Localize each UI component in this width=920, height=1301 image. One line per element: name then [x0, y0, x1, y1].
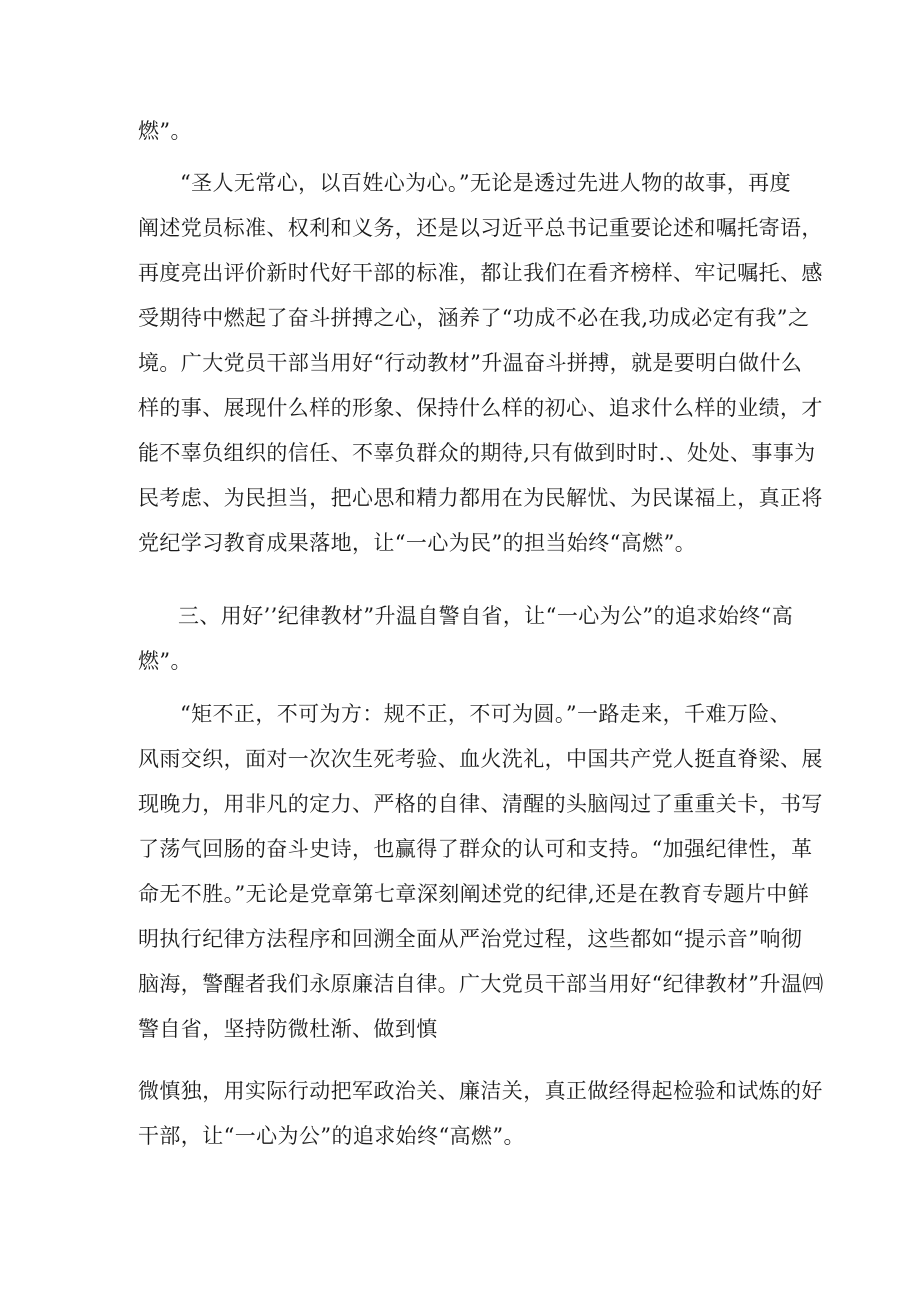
text-line-6: 境。广大党员干部当用好“行动教材”升温奋斗拼搏，就是要明白做什么 [138, 351, 803, 375]
text-line-4: 再度亮出评价新时代好干部的标准，都让我们在看齐榜样、牢记嘱托、感 [138, 261, 823, 285]
text-line-7: 样的事、展现什么样的形象、保持什么样的初心、追求什么样的业绩，才 [138, 396, 823, 420]
text-line-10: 党纪学习教育成果落地，让“一心为民”的担当始终“高燃”。 [138, 531, 697, 555]
text-line-17: 命无不胜。”无论是党章第七章深刻阐述党的纪律,还是在教育专题片中鲜 [138, 882, 810, 906]
text-line-3: 阐述党员标准、权利和义务，还是以习近平总书记重要论述和嘱托寄语， [138, 216, 823, 240]
text-line-16: 了荡气回肠的奋斗史诗，也赢得了群众的认可和支持。“加强纪律性，革 [138, 837, 813, 861]
text-line-20: 警自省，坚持防微杜渐、做到慎 [138, 1017, 438, 1041]
text-line-2: “圣人无常心，以百姓心为心。”无论是透过先进人物的故事，再度 [180, 171, 791, 195]
section-heading-3: 三、用好’’纪律教材”升温自警自省，让“一心为公”的追求始终“高 [178, 604, 794, 628]
text-line-15: 现晚力，用非凡的定力、严格的自律、清醒的头脑闯过了重重关卡，书写 [138, 792, 823, 816]
text-line-14: 风雨交织，面对一次次生死考验、血火洗礼，中国共产党人挺直脊梁、展 [138, 747, 823, 771]
text-line-8: 能不辜负组织的信任、不辜负群众的期待,只有做到时时.、处处、事事为 [138, 441, 816, 465]
section-heading-3-cont: 燃”。 [138, 649, 192, 673]
text-line-1: 燃”。 [138, 119, 192, 143]
text-line-22: 干部，让“一心为公”的追求始终“高燃”。 [138, 1124, 525, 1148]
text-line-18: 明执行纪律方法程序和回溯全面从严治党过程，这些都如“提示音”响彻 [138, 927, 803, 951]
text-line-21: 微慎独，用实际行动把军政治关、廉洁关，真正做经得起检验和试炼的好 [138, 1079, 823, 1103]
text-line-13: “矩不正，不可为方：规不正，不可为圆。”一路走来，千难万险、 [180, 702, 791, 726]
text-line-9: 民考虑、为民担当，把心思和精力都用在为民解忧、为民谋福上，真正将 [138, 486, 823, 510]
text-line-19: 脑海，警醒者我们永原廉洁自律。广大党员干部当用好“纪律教材”升温㈣ [138, 972, 824, 996]
text-line-5: 受期待中燃起了奋斗拼搏之心，涵养了“功成不必在我,功成必定有我”之 [138, 306, 810, 330]
